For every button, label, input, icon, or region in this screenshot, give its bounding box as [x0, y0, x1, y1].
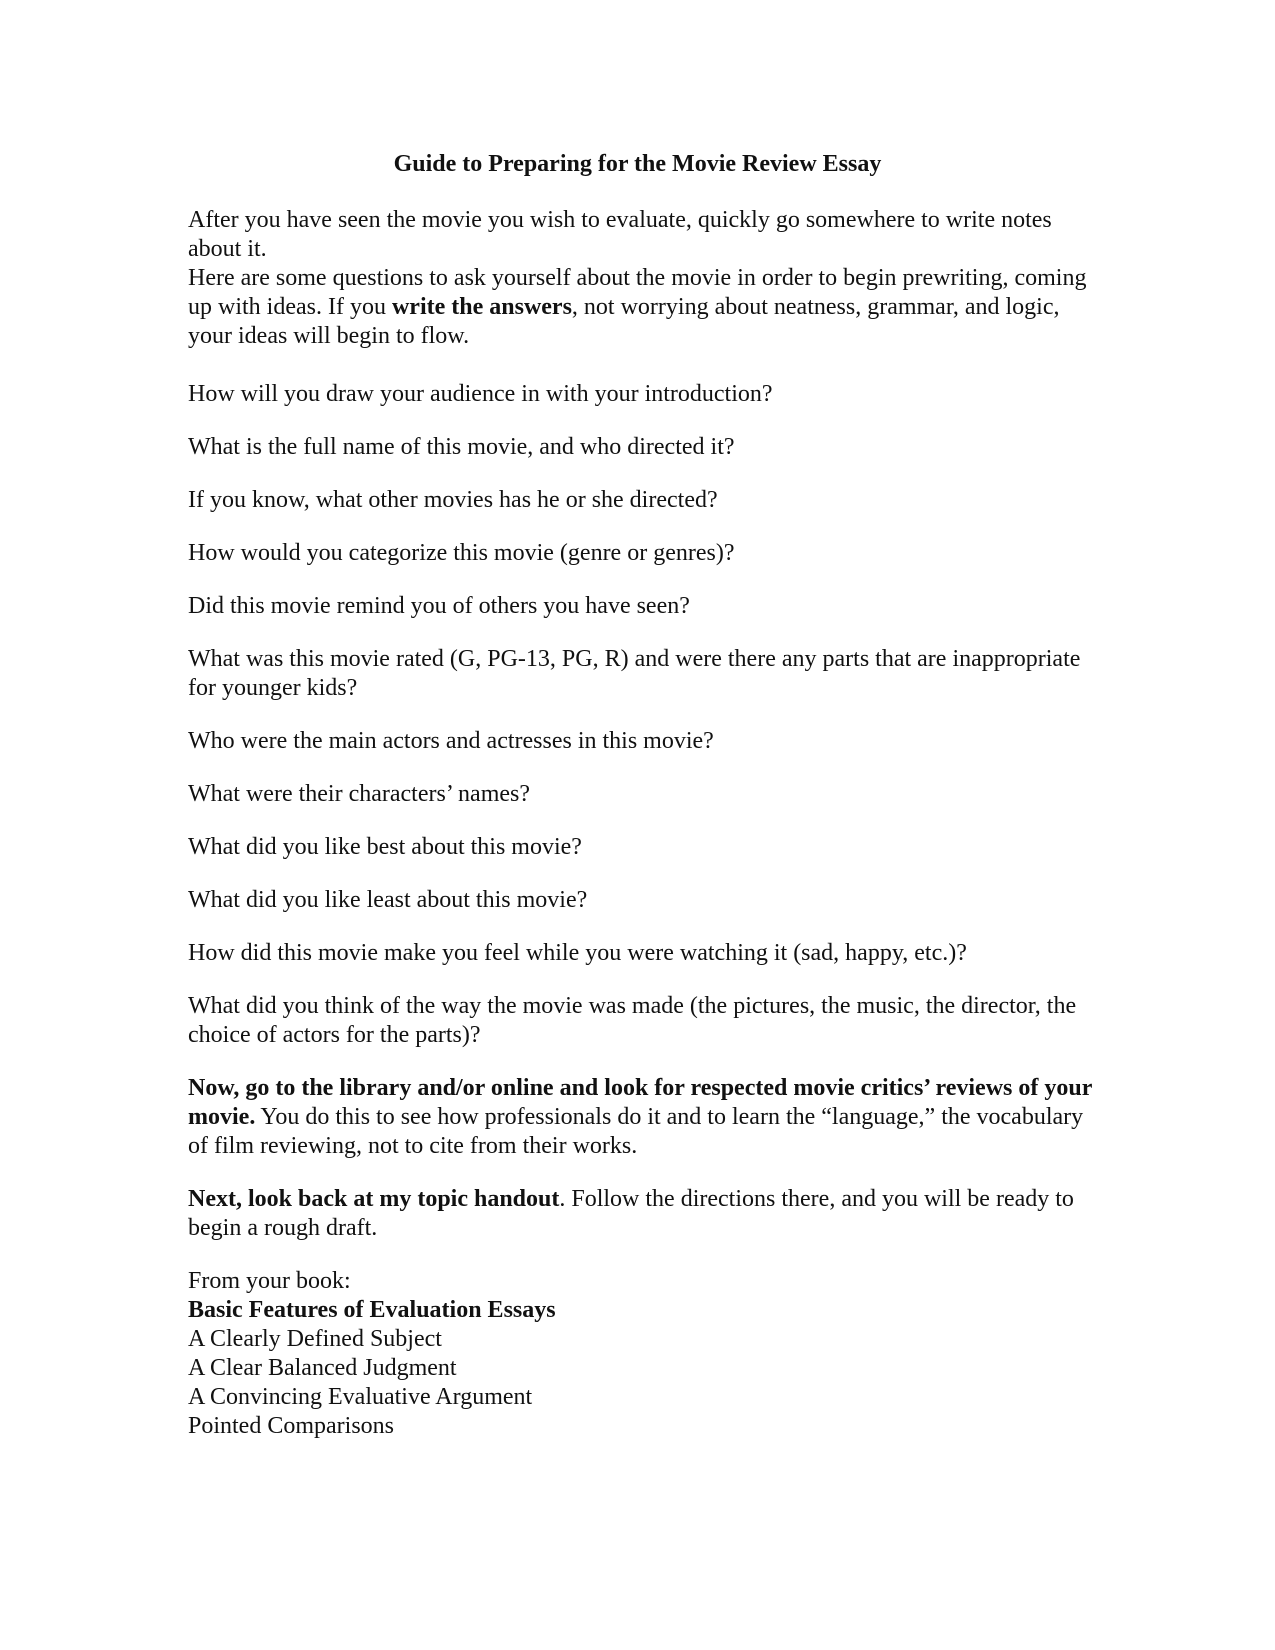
- question-item: Did this movie remind you of others you have seen?: [188, 593, 690, 619]
- document-title: Guide to Preparing for the Movie Review Essay: [393, 151, 882, 177]
- question-item: How would you categorize this movie (genre or genres)?: [188, 540, 735, 566]
- book-heading: [188, 1296, 1108, 1325]
- question-item: What was this movie rated (G, PG-13, PG, R) and were there any parts that are inappropriate for younger kids?: [188, 646, 1081, 701]
- intro-paragraph-1: After you have seen the movie you wish to evaluate, quickly go somewhere to write notes about it.: [188, 207, 1052, 262]
- question-item: Who were the main actors and actresses in this movie?: [188, 728, 714, 754]
- intro-emphasis: write the answers: [391, 294, 572, 320]
- book-heading-text: Basic Features of Evaluation Essays: [188, 1297, 556, 1323]
- critics-text: You do this to see how professionals do it and to learn the “language,” the vocabulary of film reviewing, not to cite from their works.: [188, 1104, 1084, 1159]
- question-item: If you know, what other movies has he or she directed?: [188, 487, 718, 513]
- intro-paragraph-2: [188, 264, 1108, 351]
- question-item: How did this movie make you feel while you were watching it (sad, happy, etc.)?: [188, 940, 967, 966]
- feature-item: A Convincing Evaluative Argument: [188, 1384, 533, 1410]
- feature-item: A Clearly Defined Subject: [188, 1326, 442, 1352]
- document-body: [188, 206, 1108, 1441]
- next-paragraph: [188, 1185, 1108, 1243]
- critics-paragraph: [188, 1074, 1108, 1161]
- question-item: What did you like least about this movie?: [188, 887, 588, 913]
- book-label: From your book:: [188, 1268, 351, 1294]
- question-item: What were their characters’ names?: [188, 781, 531, 807]
- question-item: What did you think of the way the movie was made (the pictures, the music, the director, the choice of actors for the parts)?: [188, 993, 1077, 1048]
- feature-item: Pointed Comparisons: [188, 1413, 395, 1439]
- next-text: . Follow the directions there, and you will be ready to begin a rough draft.: [188, 1186, 1074, 1241]
- intro-text-post: , not worrying about neatness, grammar, and logic, your ideas will begin to flow.: [188, 294, 1060, 349]
- question-item: How will you draw your audience in with your introduction?: [188, 381, 773, 407]
- intro-text-pre: Here are some questions to ask yourself about the movie in order to begin prewriting, coming up with ideas. If you: [188, 265, 1087, 320]
- critics-emphasis: Now, go to the library and/or online and look for respected movie critics’ reviews of your movie.: [188, 1075, 1092, 1130]
- feature-item: A Clear Balanced Judgment: [188, 1355, 457, 1381]
- question-item: What did you like best about this movie?: [188, 834, 582, 860]
- next-emphasis: Next, look back at my topic handout: [188, 1186, 560, 1212]
- question-item: What is the full name of this movie, and who directed it?: [188, 434, 735, 460]
